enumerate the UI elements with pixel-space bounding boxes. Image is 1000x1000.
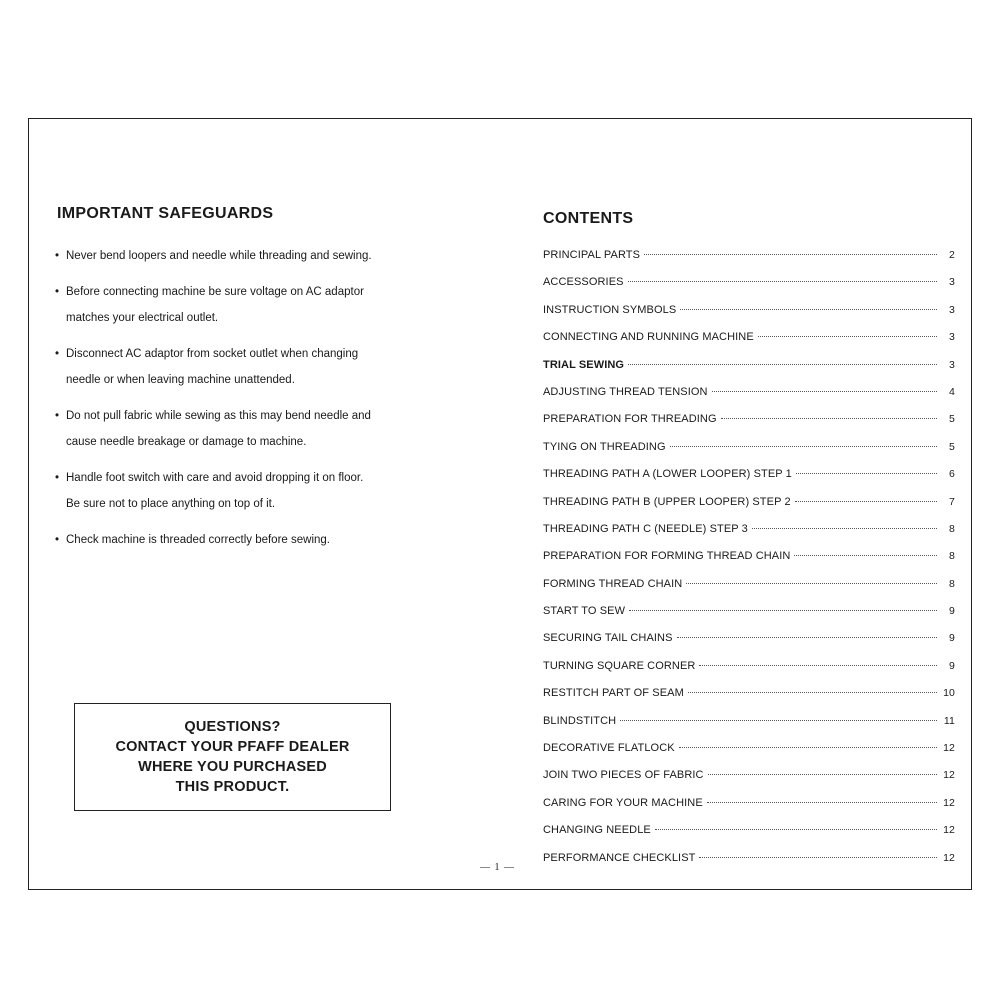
toc-entry bbox=[543, 359, 955, 386]
toc-entry bbox=[543, 605, 955, 632]
contents-list bbox=[543, 249, 955, 879]
safeguard-item: • Disconnect AC adaptor from socket outlet when changing needle or when leaving machine unattended. bbox=[57, 341, 376, 393]
toc-label: FORMING THREAD CHAIN bbox=[543, 577, 683, 590]
toc-leader bbox=[628, 364, 937, 365]
toc-leader bbox=[796, 473, 937, 474]
safeguard-item: • Do not pull fabric while sewing as this may bend needle and cause needle breakage or damage to machine. bbox=[57, 403, 376, 455]
toc-entry bbox=[543, 660, 955, 687]
toc-page: 9 bbox=[949, 659, 955, 672]
toc-entry bbox=[543, 304, 955, 331]
toc-page: 5 bbox=[949, 413, 955, 426]
toc-leader bbox=[699, 857, 937, 858]
toc-leader bbox=[677, 637, 937, 638]
toc-label: THREADING PATH A (LOWER LOOPER) STEP 1 bbox=[543, 468, 792, 481]
toc-entry bbox=[543, 824, 955, 851]
toc-entry bbox=[543, 523, 955, 550]
questions-line: CONTACT YOUR PFAFF DEALER bbox=[115, 739, 350, 755]
toc-page: 3 bbox=[949, 303, 955, 316]
toc-leader bbox=[655, 829, 937, 830]
toc-page: 12 bbox=[943, 851, 955, 864]
toc-page: 3 bbox=[949, 358, 955, 371]
toc-label: THREADING PATH B (UPPER LOOPER) STEP 2 bbox=[543, 495, 791, 508]
toc-entry bbox=[543, 632, 955, 659]
safeguard-item: • Handle foot switch with care and avoid dropping it on floor. Be sure not to place anything on top of it. bbox=[57, 465, 376, 517]
toc-leader bbox=[795, 501, 937, 502]
toc-label: SECURING TAIL CHAINS bbox=[543, 632, 673, 645]
toc-entry bbox=[543, 715, 955, 742]
toc-page: 8 bbox=[949, 577, 955, 590]
toc-entry bbox=[543, 468, 955, 495]
toc-page: 4 bbox=[949, 385, 955, 398]
toc-entry bbox=[543, 578, 955, 605]
safeguards-section bbox=[57, 205, 387, 563]
page-number: — 1 — bbox=[480, 862, 515, 873]
toc-label: PERFORMANCE CHECKLIST bbox=[543, 851, 696, 864]
toc-entry bbox=[543, 496, 955, 523]
toc-leader bbox=[721, 418, 937, 419]
toc-page: 3 bbox=[949, 331, 955, 344]
toc-leader bbox=[758, 336, 937, 337]
toc-leader bbox=[707, 802, 937, 803]
toc-page: 3 bbox=[949, 276, 955, 289]
safeguard-item: • Never bend loopers and needle while threading and sewing. bbox=[57, 243, 376, 269]
toc-entry bbox=[543, 797, 955, 824]
questions-line: WHERE YOU PURCHASED bbox=[138, 759, 327, 775]
toc-label: ADJUSTING THREAD TENSION bbox=[543, 385, 708, 398]
questions-line: QUESTIONS? bbox=[184, 719, 281, 735]
safeguard-item: • Before connecting machine be sure voltage on AC adaptor matches your electrical outlet. bbox=[57, 279, 376, 331]
toc-leader bbox=[794, 555, 937, 556]
toc-entry bbox=[543, 331, 955, 358]
toc-page: 7 bbox=[949, 495, 955, 508]
toc-leader bbox=[620, 720, 937, 721]
toc-entry bbox=[543, 276, 955, 303]
toc-page: 12 bbox=[943, 769, 955, 782]
toc-page: 8 bbox=[949, 522, 955, 535]
toc-leader bbox=[680, 309, 937, 310]
questions-line: THIS PRODUCT. bbox=[175, 779, 290, 795]
toc-leader bbox=[712, 391, 937, 392]
toc-label: INSTRUCTION SYMBOLS bbox=[543, 303, 677, 316]
toc-page: 12 bbox=[943, 742, 955, 755]
toc-label: TURNING SQUARE CORNER bbox=[543, 659, 696, 672]
toc-page: 5 bbox=[949, 440, 955, 453]
toc-label: CONNECTING AND RUNNING MACHINE bbox=[543, 331, 754, 344]
questions-box bbox=[74, 703, 391, 811]
toc-label: START TO SEW bbox=[543, 605, 626, 618]
toc-leader bbox=[708, 774, 937, 775]
toc-label: PRINCIPAL PARTS bbox=[543, 249, 641, 261]
toc-label: JOIN TWO PIECES OF FABRIC bbox=[543, 769, 704, 782]
toc-entry bbox=[543, 769, 955, 796]
safeguards-list bbox=[57, 243, 387, 553]
toc-leader bbox=[670, 446, 937, 447]
toc-label: CARING FOR YOUR MACHINE bbox=[543, 796, 703, 809]
toc-page: 9 bbox=[949, 605, 955, 618]
toc-label: PREPARATION FOR FORMING THREAD CHAIN bbox=[543, 550, 791, 563]
toc-label: TRIAL SEWING bbox=[543, 358, 625, 371]
safeguards-title: IMPORTANT SAFEGUARDS bbox=[57, 205, 274, 222]
toc-page: 6 bbox=[949, 468, 955, 481]
contents-section bbox=[543, 210, 955, 879]
toc-entry bbox=[543, 852, 955, 879]
toc-entry bbox=[543, 386, 955, 413]
contents-title: CONTENTS bbox=[543, 210, 634, 227]
toc-entry bbox=[543, 742, 955, 769]
toc-label: TYING ON THREADING bbox=[543, 440, 666, 453]
toc-entry bbox=[543, 413, 955, 440]
toc-label: PREPARATION FOR THREADING bbox=[543, 413, 717, 426]
toc-label: DECORATIVE FLATLOCK bbox=[543, 742, 675, 755]
toc-entry bbox=[543, 550, 955, 577]
toc-leader bbox=[752, 528, 937, 529]
toc-page: 12 bbox=[943, 796, 955, 809]
toc-leader bbox=[644, 254, 937, 255]
toc-entry bbox=[543, 441, 955, 468]
toc-page: 9 bbox=[949, 632, 955, 645]
toc-leader bbox=[699, 665, 937, 666]
toc-page: 11 bbox=[943, 714, 955, 727]
toc-leader bbox=[688, 692, 937, 693]
toc-label: ACCESSORIES bbox=[543, 276, 624, 289]
toc-leader bbox=[679, 747, 937, 748]
toc-label: CHANGING NEEDLE bbox=[543, 824, 651, 837]
toc-entry bbox=[543, 687, 955, 714]
toc-label: RESTITCH PART OF SEAM bbox=[543, 687, 684, 700]
toc-page: 2 bbox=[949, 249, 955, 261]
toc-leader bbox=[686, 583, 937, 584]
toc-page: 12 bbox=[943, 824, 955, 837]
toc-page: 10 bbox=[943, 687, 955, 700]
toc-entry bbox=[543, 249, 955, 276]
toc-leader bbox=[628, 281, 937, 282]
toc-label: THREADING PATH C (NEEDLE) STEP 3 bbox=[543, 522, 748, 535]
toc-page: 8 bbox=[949, 550, 955, 563]
toc-leader bbox=[629, 610, 937, 611]
toc-label: BLINDSTITCH bbox=[543, 714, 617, 727]
safeguard-item: • Check machine is threaded correctly before sewing. bbox=[57, 527, 376, 553]
